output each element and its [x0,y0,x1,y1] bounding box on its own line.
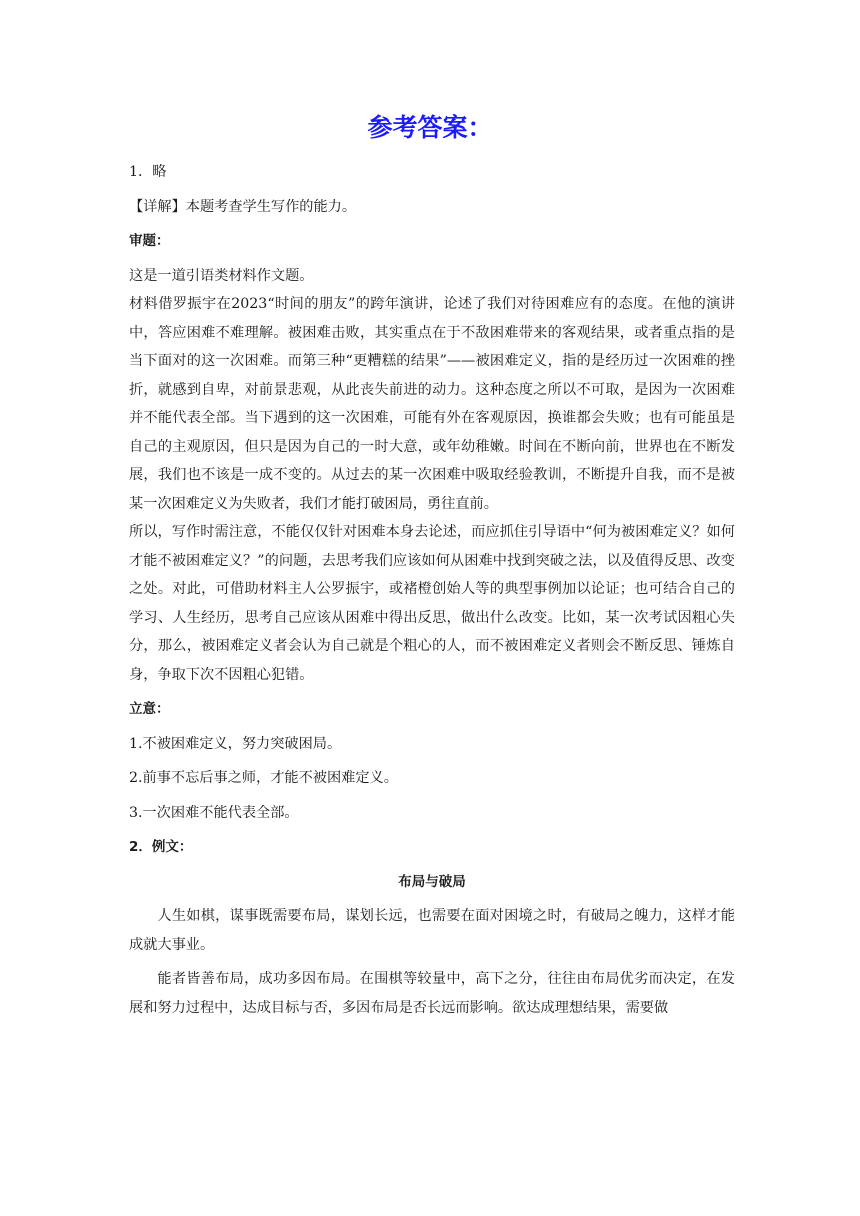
review-heading: 审题： [129,233,170,249]
analysis-paragraph-2: 所以，写作时需注意，不能仅仅针对困难本身去论述，而应抓住引导语中“何为被困难定义？如何才能不被困难定义？”的问题，去思考我们应该如何从困难中找到突破之法，以及值得反思、改变之处。对此，可借助材料主人公罗振宇，或褚橙创始人等的典型事例加以论证；也可结合自己的学习、人生经历，思考自己应该从困难中得出反思，做出什么改变。比如，某一次考试因粗心失分，那么，被困难定义者会认为自己就是个粗心的人，而不被困难定义者则会不断反思、锤炼自身，争取下次不因粗心犯错。 [129,524,735,683]
q1-number: 1．略 [129,164,167,180]
essay-title: 布局与破局 [398,873,466,890]
answer-content [129,158,735,1022]
intent-heading: 立意： [129,701,170,717]
intent-item: 2.前事不忘后事之师，才能不被困难定义。 [129,770,398,786]
page-title: 参考答案： [367,113,493,142]
essay-paragraph: 人生如棋，谋事既需要布局，谋划长远，也需要在面对困境之时，有破局之魄力，这样才能成就大事业。 [129,908,735,953]
review-intro: 这是一道引语类材料作文题。 [129,267,314,284]
intent-item: 3.一次困难不能代表全部。 [129,804,299,821]
analysis-paragraph-1: 材料借罗振宇在2023“时间的朋友”的跨年演讲，论述了我们对待困难应有的态度。在他的演讲中，答应困难不难理解。被困难击败，其实重点在于不敌困难带来的客观结果，或者重点指的是当下面对的这一次困难。而第三种“更糟糕的结果”——被困难定义，指的是经历过一次困难的挫折，就感到自卑，对前景悲观，从此丧失前进的动力。这种态度之所以不可取，是因为一次困难并不能代表全部。当下遇到的这一次困难，可能有外在客观原因，换谁都会失败；也有可能虽是自己的主观原因，但只是因为自己的一时大意，或年幼稚嫩。时间在不断向前，世界也在不断发展，我们也不该是一成不变的。从过去的某一次困难中吸取经验教训，不断提升自我，而不是被某一次困难定义为失败者，我们才能打破困局，勇往直前。 [129,296,735,512]
q1-detail: 【详解】本题考查学生写作的能力。 [129,198,357,215]
essay-paragraph: 能者皆善布局，成功多因布局。在围棋等较量中，高下之分，往往由布局优劣而决定，在发展和努力过程中，达成目标与否，多因布局是否长远而影响。欲达成理想结果，需要做 [129,971,735,1016]
intent-item: 1.不被困难定义，努力突破困局。 [129,735,342,752]
q2-heading: 2．例文： [129,839,193,855]
